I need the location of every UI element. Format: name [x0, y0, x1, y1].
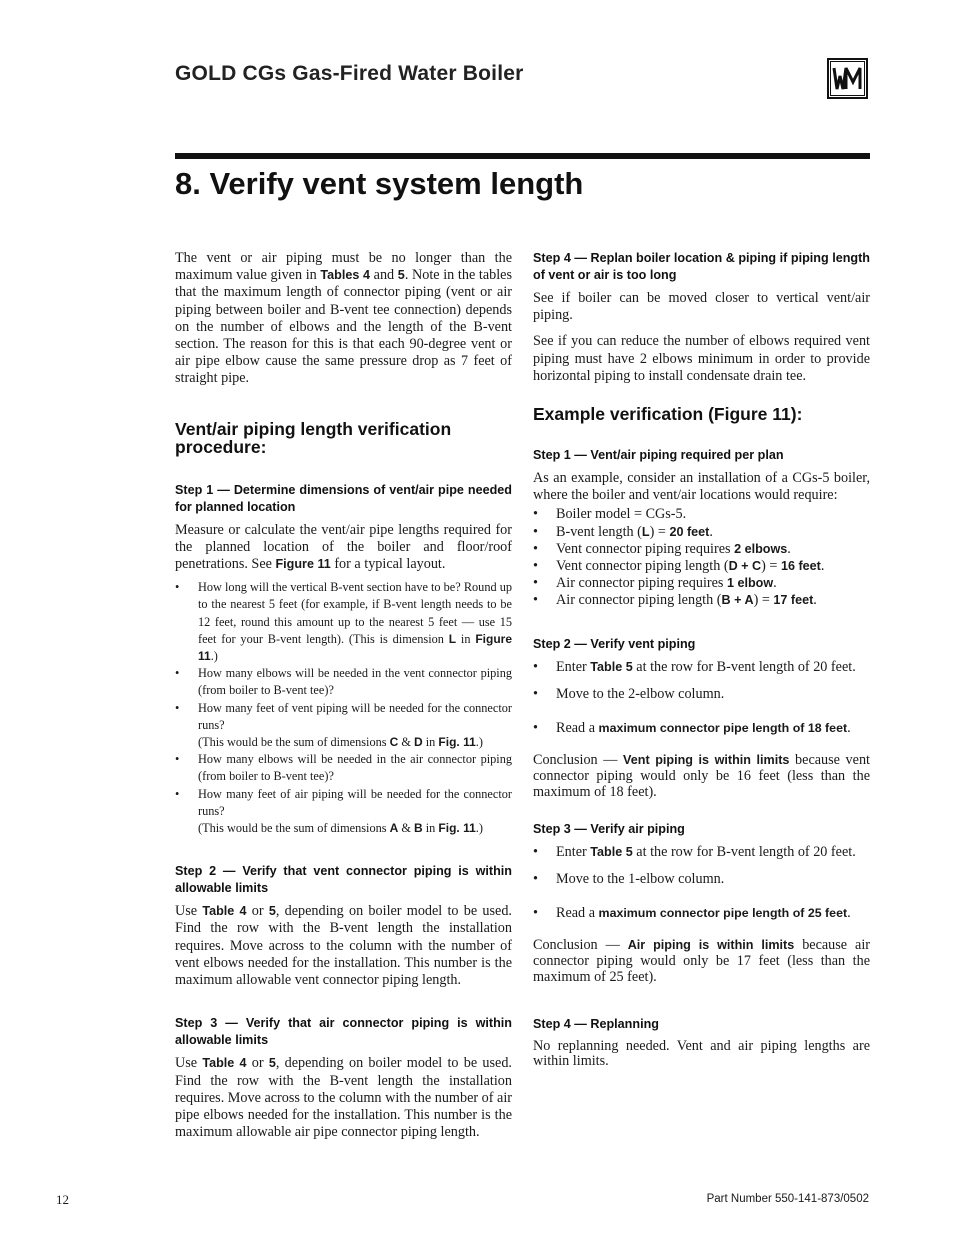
list-item: • Enter Table 5 at the row for B-vent length of 20 feet.: [533, 844, 870, 861]
example-step3-heading: Step 3 — Verify air piping: [533, 821, 685, 836]
example-step1-intro: As an example, consider an installation of a CGs-5 boiler, where the boiler and vent/air locations would require:: [533, 470, 870, 504]
list-item: • Air connector piping requires 1 elbow.: [533, 575, 870, 592]
section-title: 8. Verify vent system length: [175, 166, 584, 201]
part-number: Part Number 550-141-873/0502: [706, 1193, 869, 1205]
example-step2-list: [533, 659, 870, 738]
brand-logo: [827, 58, 868, 99]
left-column: [175, 250, 512, 1150]
step4-replan-heading: Step 4 — Replan boiler location & piping if piping length of vent or air is too long: [533, 251, 870, 282]
list-item: • How many elbows will be needed in the air connector piping (from boiler to B-vent tee)?: [175, 751, 512, 785]
example-step4-text: No replanning needed. Vent and air piping lengths are within limits.: [533, 1037, 870, 1070]
example-heading: Example verification (Figure 11):: [533, 404, 803, 425]
step4-paragraph-1: See if boiler can be moved closer to vertical vent/air piping.: [533, 290, 870, 324]
page-number: 12: [56, 1192, 69, 1207]
step4-paragraph-2: See if you can reduce the number of elbows required vent piping must have 2 elbows minimum in order to provide horizontal piping to install condensate drain tee.: [533, 333, 870, 384]
example-step2-conclusion: Conclusion — Vent piping is within limits because vent connector piping would only be 16 feet (less than the maximum of 18 feet).: [533, 752, 870, 800]
list-item: • How long will the vertical B-vent section have to be? Round up to the nearest 5 feet (for example, if B-vent length needs to be 12 feet, round this amount up to the nearest 5 feet — use 15 feet for your B-vent length). (This is dimension L in Figure 11.): [175, 579, 512, 665]
example-step2-heading: Step 2 — Verify vent piping: [533, 636, 696, 651]
step1-heading: Step 1 — Determine dimensions of vent/air pipe needed for planned location: [175, 482, 512, 514]
list-item: • Vent connector piping length (D + C) = 16 feet.: [533, 558, 870, 575]
step1-paragraph: Measure or calculate the vent/air pipe lengths required for the planned location of the boiler and floor/roof penetrations. See Figure 11 for a typical layout.: [175, 521, 512, 573]
list-item: • How many feet of vent piping will be needed for the connector runs? (This would be the sum of dimensions C & D in Fig. 11.): [175, 700, 512, 752]
list-item: • Vent connector piping requires 2 elbows.: [533, 541, 870, 558]
step3-paragraph: Use Table 4 or 5, depending on boiler model to be used. Find the row with the B-vent length the installation requires. Move across to the column with the number of air pipe elbows needed for the installation. This number is the maximum allowable air pipe connector piping length.: [175, 1055, 512, 1141]
list-item: • How many elbows will be needed in the vent connector piping (from boiler to B-vent tee)?: [175, 665, 512, 699]
procedure-heading: Vent/air piping length verification procedure:: [175, 418, 452, 457]
list-item: • B-vent length (L) = 20 feet.: [533, 524, 870, 541]
list-item: • Move to the 1-elbow column.: [533, 871, 870, 888]
example-step4-heading: Step 4 — Replanning: [533, 1016, 659, 1031]
list-item: • Read a maximum connector pipe length of 25 feet.: [533, 905, 870, 922]
document-title: GOLD CGs Gas-Fired Water Boiler: [175, 62, 524, 85]
step2-paragraph: Use Table 4 or 5, depending on boiler model to be used. Find the row with the B-vent length the installation requires. Move across to the column with the number of vent elbows needed for the installation. This number is the maximum allowable vent connector piping length.: [175, 903, 512, 989]
title-rule: [175, 153, 870, 159]
list-item: • Air connector piping length (B + A) = 17 feet.: [533, 592, 870, 609]
example-step3-conclusion: Conclusion — Air piping is within limits because air connector piping would only be 17 feet (less than the maximum of 25 feet).: [533, 937, 870, 985]
right-column: [533, 250, 870, 1079]
example-step1-heading: Step 1 — Vent/air piping required per plan: [533, 448, 784, 463]
list-item: • How many feet of air piping will be needed for the connector runs? (This would be the sum of dimensions A & B in Fig. 11.): [175, 786, 512, 838]
step1-question-list: [175, 579, 512, 837]
wm-logo-icon: [829, 60, 866, 97]
list-item: • Read a maximum connector pipe length of 18 feet.: [533, 720, 870, 737]
step2-heading: Step 2 — Verify that vent connector piping is within allowable limits: [175, 864, 512, 896]
list-item: • Enter Table 5 at the row for B-vent length of 20 feet.: [533, 659, 870, 676]
list-item: • Move to the 2-elbow column.: [533, 686, 870, 703]
example-requirements-list: [533, 506, 870, 609]
intro-paragraph: The vent or air piping must be no longer than the maximum value given in Tables 4 and 5. Note in the tables that the maximum length of connector piping (vent or air piping between boiler and B-vent tee connection) depends on the number of elbows and the length of the B-vent section. The reason for this is that each 90-degree vent or air pipe elbow cause the same pressure drop as 7 feet of straight pipe.: [175, 250, 513, 387]
list-item: • Boiler model = CGs-5.: [533, 506, 870, 523]
step3-heading: Step 3 — Verify that air connector piping is within allowable limits: [175, 1016, 512, 1048]
example-step3-list: [533, 844, 870, 923]
